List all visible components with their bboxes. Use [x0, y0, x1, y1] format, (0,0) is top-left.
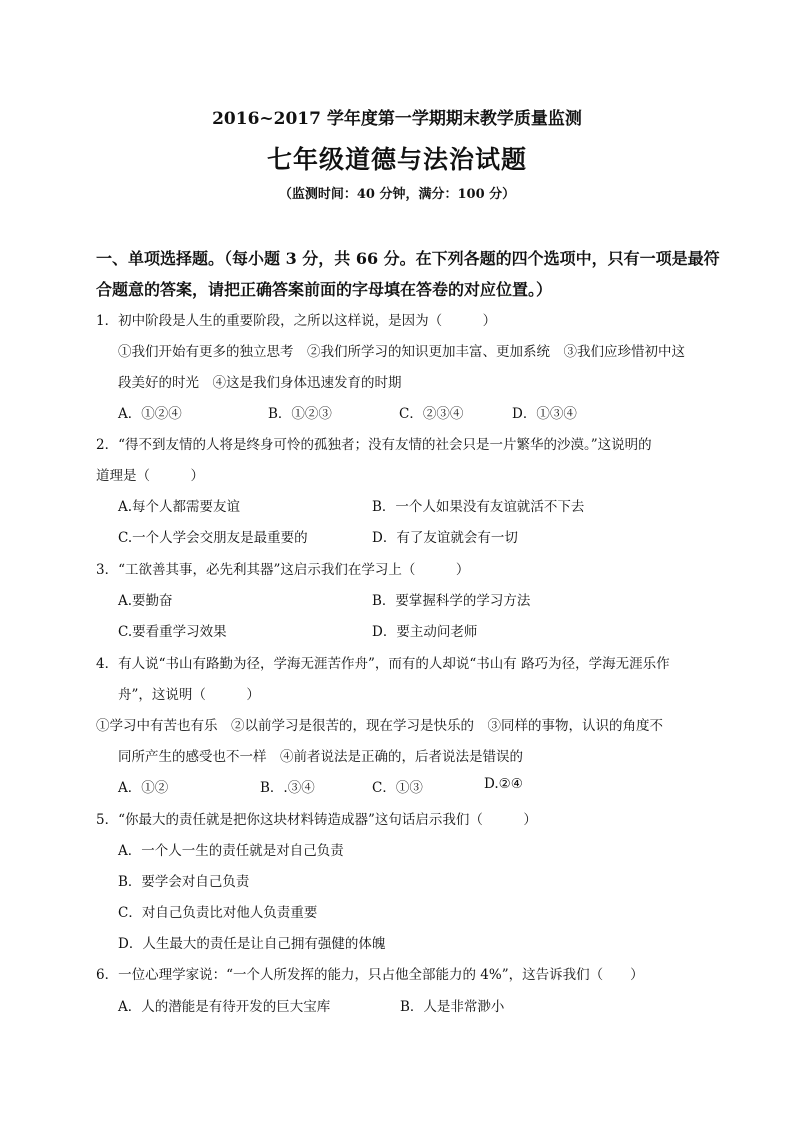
- question-1-statement-line-1: ①我们开始有更多的独立思考 ②我们所学习的知识更加丰富、更加系统 ③我们应珍惜初中这: [118, 344, 685, 360]
- question-1-option-d: D．①③④: [512, 406, 577, 422]
- question-2-stem-line-1: 2．“得不到友情的人将是终身可怜的孤独者；没有友情的社会只是一片繁华的沙漠。”这说明的: [96, 437, 652, 453]
- question-5-option-c: C．对自己负责比对他人负责重要: [118, 905, 318, 921]
- section-instructions-line-1: 一、单项选择题。（每小题 3 分，共 66 分。在下列各题的四个选项中，只有一项是最符: [96, 249, 720, 268]
- question-4-option-b: B．.③④: [260, 780, 315, 796]
- question-1-option-b: B．①②③: [268, 406, 332, 422]
- question-3-option-c: C.要看重学习效果: [118, 624, 227, 640]
- question-2-option-b: B．一个人如果没有友谊就活不下去: [372, 499, 585, 515]
- question-6-option-b: B．人是非常渺小: [400, 999, 505, 1015]
- question-1-stem: 1．初中阶段是人生的重要阶段，之所以这样说，是因为（ ）: [96, 313, 497, 329]
- question-2-option-d: D．有了友谊就会有一切: [372, 530, 518, 546]
- question-6-option-a: A．人的潜能是有待开发的巨大宝库: [118, 999, 331, 1015]
- question-5-option-d: D．人生最大的责任是让自己拥有强健的体魄: [118, 936, 386, 952]
- question-3-option-a: A.要勤奋: [118, 593, 173, 609]
- question-2-option-a: A.每个人都需要友谊: [118, 499, 241, 515]
- question-4-statement-line-2: 同所产生的感受也不一样 ④前者说法是正确的，后者说法是错误的: [118, 749, 523, 765]
- question-4-stem-line-1: 4．有人说“书山有路勤为径，学海无涯苦作舟”，而有的人却说“书山有 路巧为径，学海无涯乐作: [96, 656, 670, 672]
- question-1-statement-line-2: 段美好的时光 ④这是我们身体迅速发育的时期: [118, 375, 402, 391]
- question-4-option-d: D.②④: [484, 776, 523, 792]
- question-1-option-a: A．①②④: [118, 406, 182, 422]
- section-instructions-line-2: 合题意的答案，请把正确答案前面的字母填在答卷的对应位置。）: [96, 280, 553, 299]
- question-4-option-a: A．①②: [118, 780, 169, 796]
- exam-title: 七年级道德与法治试题: [266, 145, 527, 174]
- question-1-option-c: C．②③④: [399, 406, 464, 422]
- question-5-option-b: B．要学会对自己负责: [118, 874, 250, 890]
- question-5-option-a: A．一个人一生的责任就是对自己负责: [118, 843, 344, 859]
- exam-period-heading: 2016~2017 学年度第一学期期末教学质量监测: [212, 109, 582, 129]
- question-2-stem-line-2: 道理是（ ）: [96, 468, 204, 484]
- question-5-stem: 5．“你最大的责任就是把你这块材料铸造成器”这句话启示我们（ ）: [96, 812, 537, 828]
- question-6-stem: 6．一位心理学家说：“一个人所发挥的能力，只占他全部能力的 4%”，这告诉我们（ ）: [96, 967, 644, 983]
- question-3-stem: 3．“工欲善其事，必先利其器”这启示我们在学习上（ ）: [96, 562, 470, 578]
- question-2-option-c: C.一个人学会交朋友是最重要的: [118, 530, 308, 546]
- question-4-statement-line-1: ①学习中有苦也有乐 ②以前学习是很苦的，现在学习是快乐的 ③同样的事物，认识的角度不: [96, 718, 663, 734]
- question-3-option-b: B．要掌握科学的学习方法: [372, 593, 531, 609]
- question-4-stem-line-2: 舟”，这说明（ ）: [118, 687, 260, 703]
- question-3-option-d: D．要主动问老师: [372, 624, 478, 640]
- exam-time-note: （监测时间：40 分钟，满分：100 分）: [278, 187, 516, 202]
- question-4-option-c: C．①③: [372, 780, 423, 796]
